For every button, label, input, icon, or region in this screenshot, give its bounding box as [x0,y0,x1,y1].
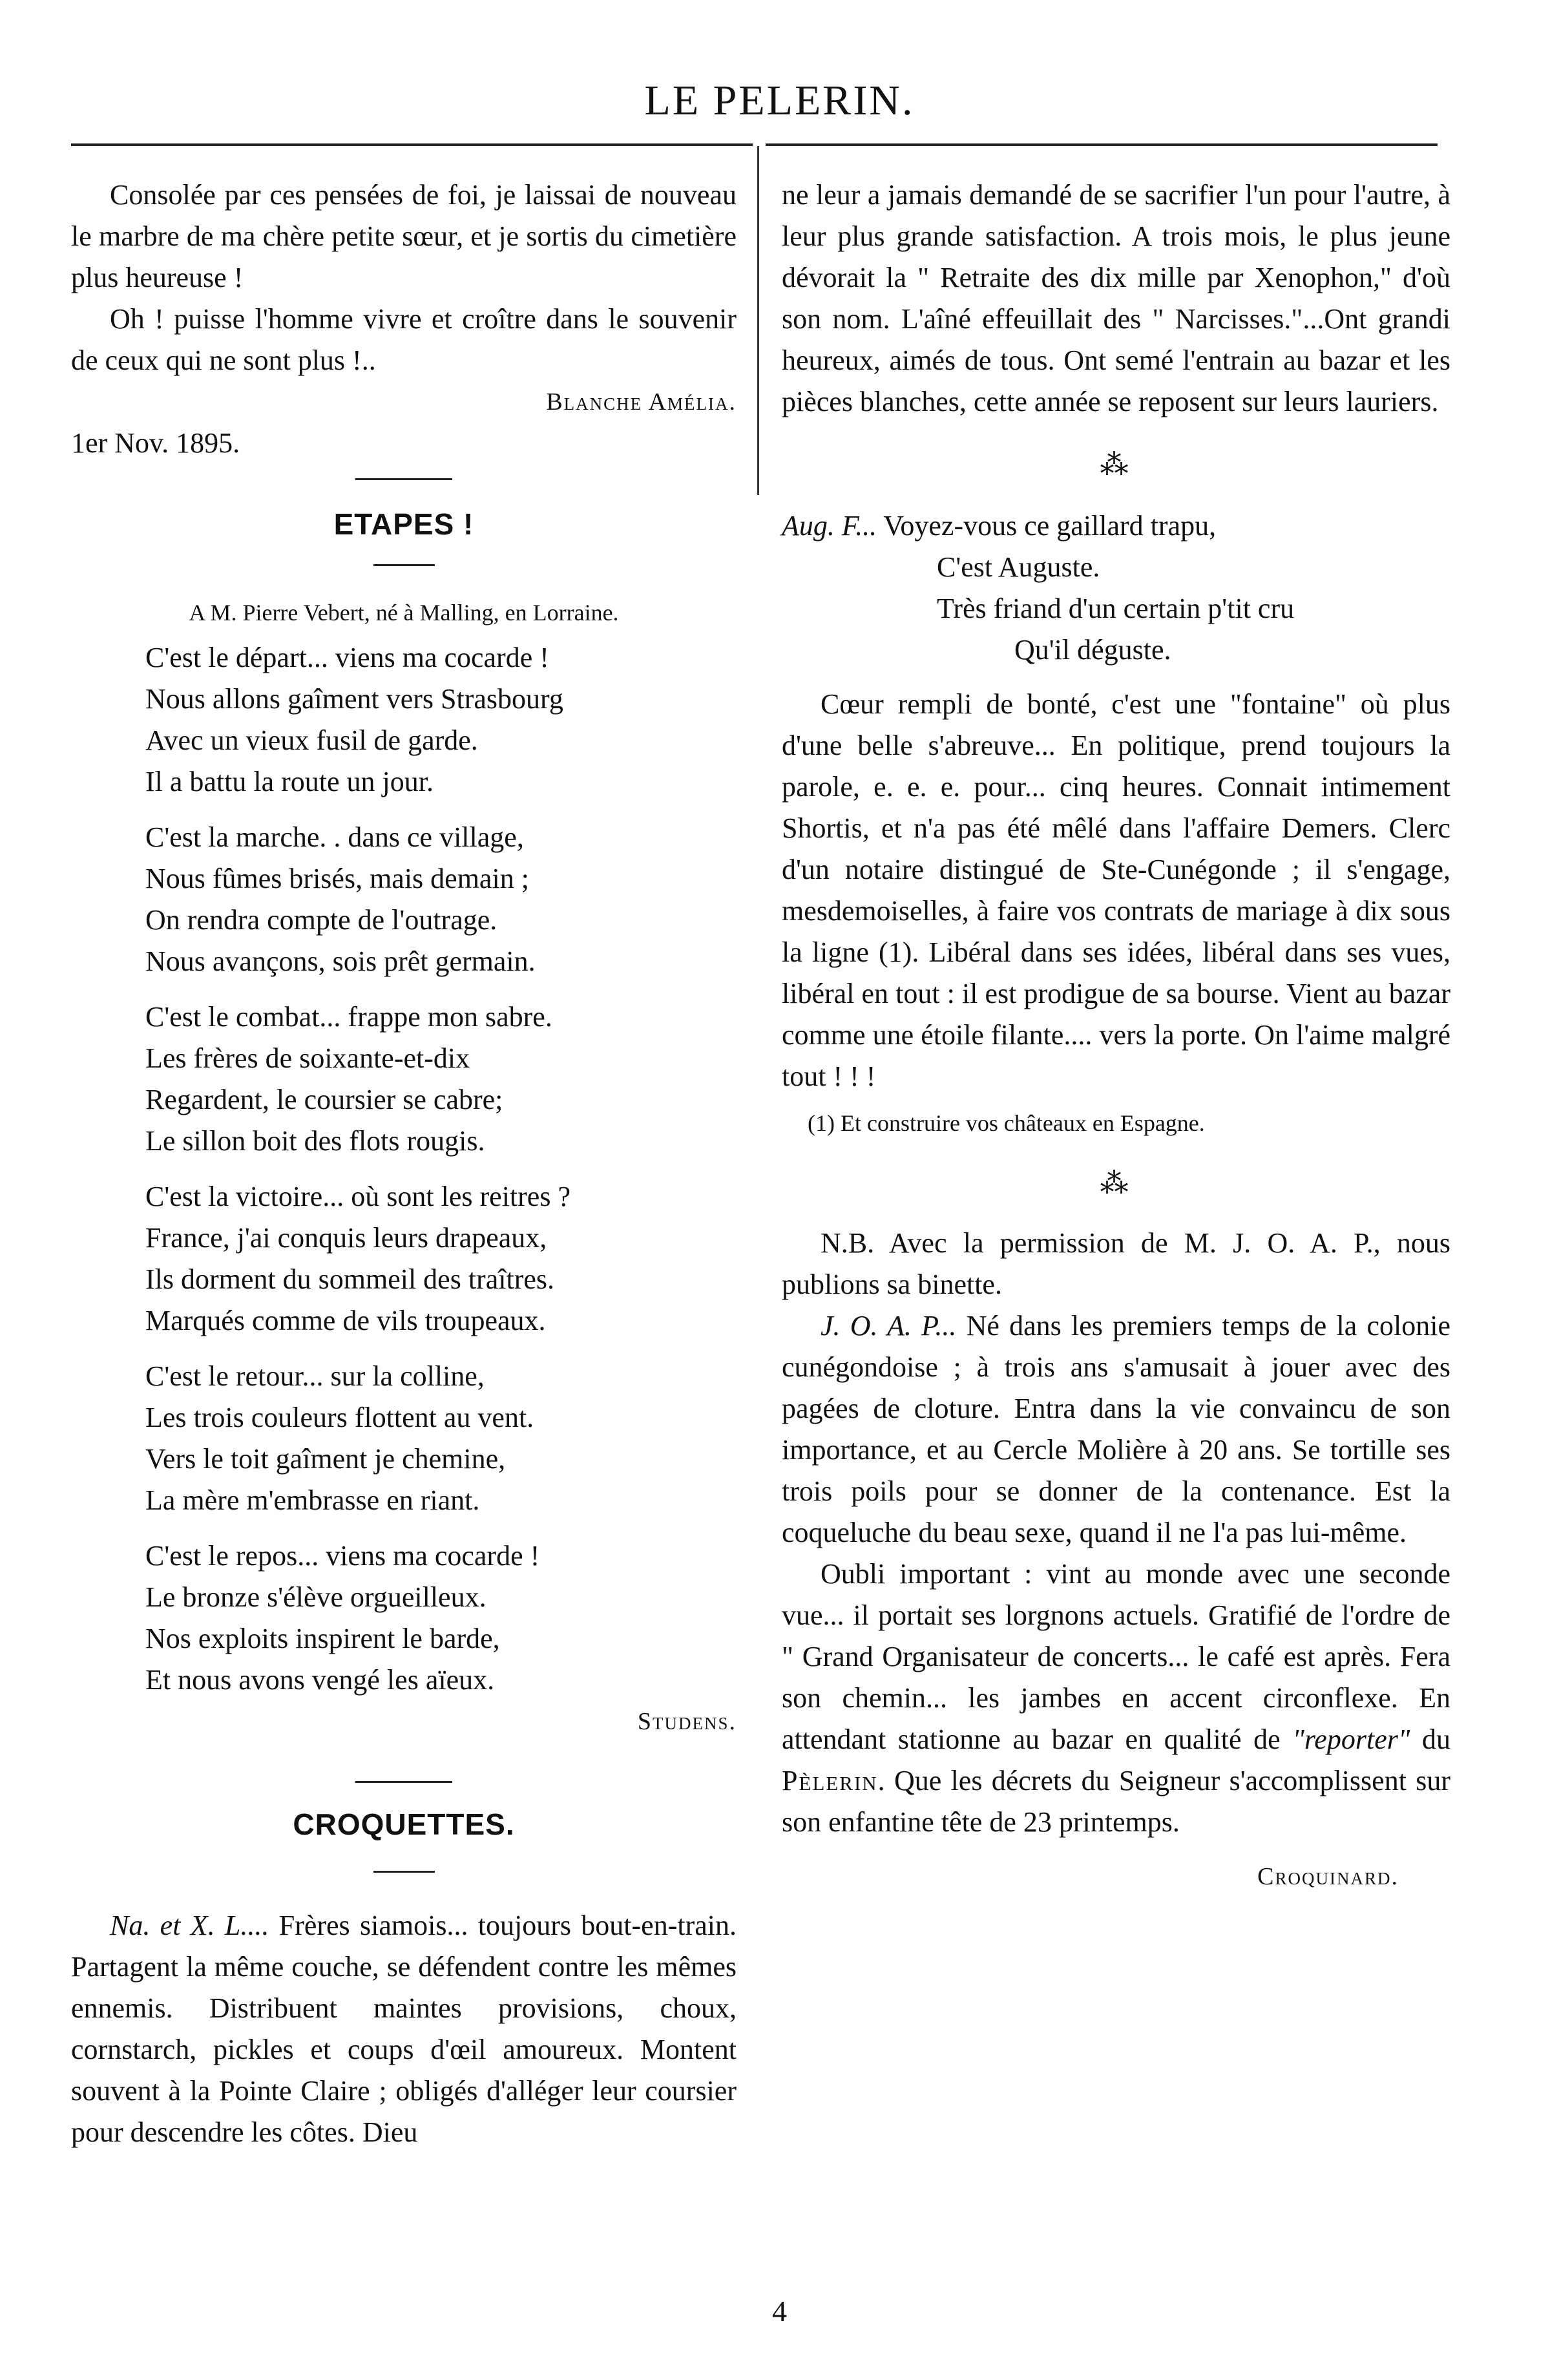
verse-line: Très friand d'un certain p'tit cru [937,593,1295,624]
verse-line: Nous fûmes brisés, mais demain ; [145,863,529,894]
joap-name: J. O. A. P... [821,1310,957,1342]
verse-line: C'est Auguste. [937,551,1100,583]
verse-line: La mère m'embrasse en riant. [145,1484,480,1516]
stanza-5 [145,1356,737,1521]
intro-paragraph-1: Consolée par ces pensées de foi, je laissai de nouveau le marbre de ma chère petite sœur, et je sortis du cimetière plus heureuse ! [71,179,737,293]
page-number: 4 [772,2295,787,2328]
joap-text: Né dans les premiers temps de la colonie cunégondoise ; à trois ans s'amusait à jouer avec des pagées de cloture. Entra dans la vie convaincu de son importance, et au Cercle Molière à 20 ans. Se tortille ses trois poils pour se donner de la contenance. Est la coqueluche du beau sexe, quand il ne l'a pas lui-même. [782,1310,1450,1548]
header-rule-right [766,143,1438,146]
stanza-2 [145,817,737,982]
verse-line: C'est le combat... frappe mon sabre. [145,1001,552,1033]
auguste-verse [782,505,1450,671]
verse-line: Il a battu la route un jour. [145,766,434,797]
verse-line: C'est le repos... viens ma cocarde ! [145,1540,540,1572]
verse-line: Regardent, le coursier se cabre; [145,1084,503,1115]
left-column [71,174,737,2153]
reporter-word: "reporter" [1292,1723,1410,1755]
verse-line: Voyez-vous ce gaillard trapu, [877,510,1217,542]
section-title-croquettes: CROQUETTES. [293,1807,515,1841]
oubli-text: . Que les décrets du Seigneur s'accomplissent sur son enfantine tête de 23 printemps. [782,1765,1450,1838]
asterism: ⁂ [1100,1168,1133,1199]
verse-line: Qu'il déguste. [1014,634,1171,666]
verse-line: C'est la victoire... où sont les reitres ? [145,1181,570,1212]
oubli-paragraph [782,1553,1450,1843]
verse-line: C'est le départ... viens ma cocarde ! [145,642,549,673]
poem-title: ETAPES ! [333,507,474,541]
verse-line: C'est la marche. . dans ce village, [145,821,524,853]
asterism: ⁂ [1100,449,1133,481]
pelerin-word: Pèlerin [782,1765,878,1796]
verse-line: Nous allons gaîment vers Strasbourg [145,683,563,715]
nb-paragraph: N.B. Avec la permission de M. J. O. A. P., nous publions sa binette. [782,1227,1450,1300]
verse-line: Le bronze s'élève orgueilleux. [145,1581,487,1613]
verse-line: Vers le toit gaîment je chemine, [145,1443,506,1475]
verse-line: Marqués comme de vils troupeaux. [145,1305,546,1336]
signature-croquinard: Croquinard. [1257,1863,1399,1890]
verse-line: Nous avançons, sois prêt germain. [145,945,536,977]
date-line: 1er Nov. 1895. [71,427,240,459]
stanza-1 [145,637,737,803]
signature-blanche: Blanche Amélia. [546,388,737,416]
oubli-text: Oubli important : vint au monde avec une seconde vue... il portait ses lorgnons actuels. Gratifié de l'ordre de " Grand Organisateur de concerts... le café est après. Fera son chemin... les jambes en accent circonflexe. En attendant stationne au bazar en qualité de [782,1558,1450,1755]
verse-line: Le sillon boit des flots rougis. [145,1125,485,1157]
poem-dedication: A M. Pierre Vebert, né à Malling, en Lorraine. [189,600,619,626]
verse-line: Les trois couleurs flottent au vent. [145,1402,534,1433]
verse-line: Les frères de soixante-et-dix [145,1042,470,1074]
auguste-paragraph: Cœur rempli de bonté, c'est une "fontaine" où plus d'une belle s'abreuve... En politique, prend toujours la parole, e. e. e. pour... cinq heures. Connait intimement Shortis, et n'a pas été mêlé dans l'affaire Demers. Clerc d'un notaire distingué de Ste-Cunégonde ; il s'engage, mesdemoiselles, à faire vos contrats de mariage à dix sous la ligne (1). Libéral dans ses idées, libéral dans ses vues, libéral en tout : il est prodigue de sa bourse. Vient au bazar comme une étoile filante.... vers la porte. On l'aime malgré tout ! ! ! [782,688,1450,1092]
verse-line: Avec un vieux fusil de garde. [145,724,478,756]
signature-studens: Studens. [637,1708,737,1735]
verse-line: Ils dorment du sommeil des traîtres. [145,1263,554,1295]
stanza-6 [145,1535,737,1701]
oubli-text: du [1410,1723,1450,1755]
croquette-na-xl [71,1905,737,2153]
verse-line: On rendra compte de l'outrage. [145,904,497,936]
croquette-text: Frères siamois... toujours bout-en-train. Partagent la même couche, se défendent contre les mêmes ennemis. Distribuent maintes provisions, choux, cornstarch, pickles et coups d'œil amoureux. Montent souvent à la Pointe Claire ; obligés d'alléger leur coursier pour descendre les côtes. Dieu [71,1910,737,2148]
verse-line: France, j'ai conquis leurs drapeaux, [145,1222,547,1254]
verse-line: Et nous avons vengé les aïeux. [145,1664,495,1696]
croquette-names: Na. et X. L.... [110,1910,269,1941]
auguste-name: Aug. F... [782,510,877,542]
right-column [782,174,1450,1897]
verse-line: Nos exploits inspirent le barde, [145,1623,500,1654]
stanza-3 [145,996,737,1162]
continued-paragraph: ne leur a jamais demandé de se sacrifier l'un pour l'autre, à leur plus grande satisfaction. A trois mois, le plus jeune dévorait la " Retraite des dix mille par Xenophon," d'où son nom. L'aîné effeuillait des " Narcisses."...Ont grandi heureux, aimés de tous. Ont semé l'entrain au bazar et les pièces blanches, cette année se reposent sur leurs lauriers. [782,179,1450,417]
verse-line: C'est le retour... sur la colline, [145,1360,485,1392]
joap-paragraph [782,1305,1450,1553]
stanza-4 [145,1176,737,1342]
page-title: LE PELERIN. [644,77,915,124]
footnote: (1) Et construire vos châteaux en Espagne. [808,1110,1205,1136]
column-divider [757,146,759,495]
intro-paragraph-2: Oh ! puisse l'homme vivre et croître dans le souvenir de ceux qui ne sont plus !.. [71,303,737,376]
header-rule-left [71,143,753,146]
